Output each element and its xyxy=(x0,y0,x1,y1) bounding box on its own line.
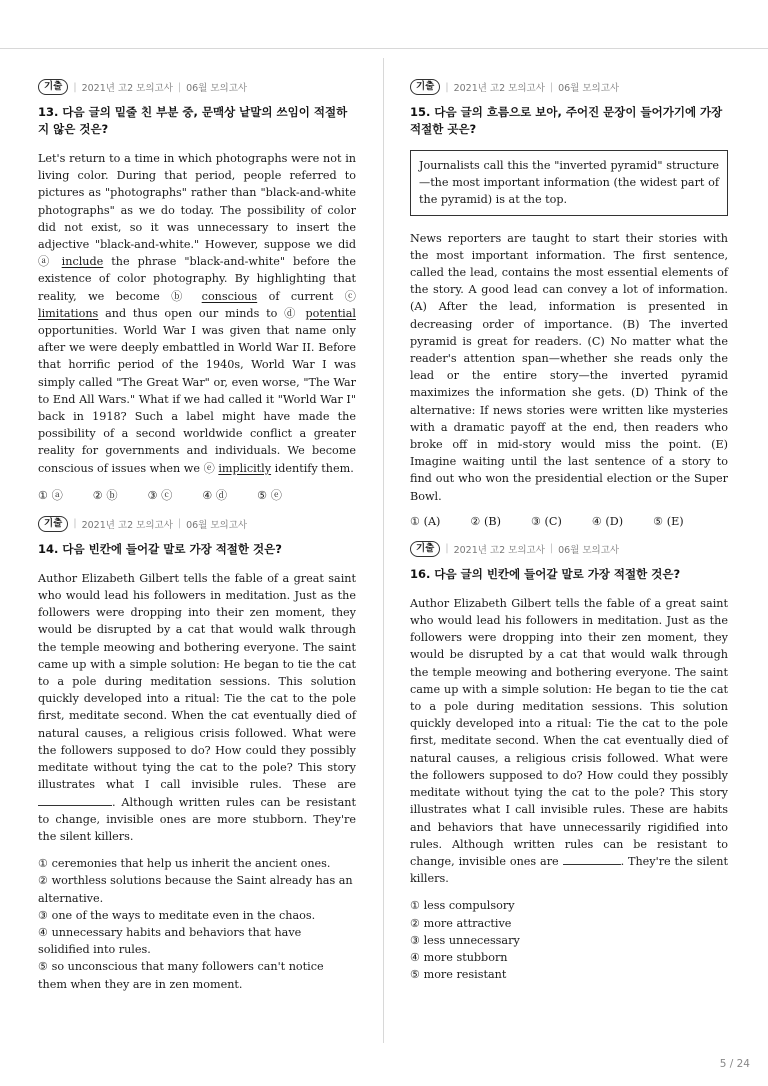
option-4[interactable]: ④ unnecessary habits and behaviors that have solidified into rules. xyxy=(38,925,302,957)
exam-month: 06월 모의고사 xyxy=(186,519,248,531)
option-2[interactable]: ② more attractive xyxy=(410,916,512,930)
option-5[interactable]: ⑤ more resistant xyxy=(410,968,507,982)
underlined-word-c: limitations xyxy=(38,306,99,320)
option-5[interactable]: ⑤ so unconscious that many followers can't notice them when they are in zen moment. xyxy=(38,960,324,991)
question-passage: Author Elizabeth Gilbert tells the fable of a great saint who would lead his followers in meditation. Just as the followers were dropping into their zen moment, they would be disrupted by a cat that would walk through the temple meowing and bothering everyone. The saint came up with a simple solution: He began to tie the cat to a pole during meditation sessions. This solution quickly developed into a ritual: Tie the cat to the pole first, meditate second. When the cat eventually died of natural causes, a religious crisis followed. What were the followers supposed to do? How could they possibly meditate without tying the cat to the pole? This story illustrates what I call invisible rules. These are habits and behaviors that have unnecessarily rigidified into rules. Although written rules can be resistant to change, invisible ones are . They're the silent killers. xyxy=(410,596,728,886)
marker-d: ⓓ xyxy=(284,306,299,320)
question-title: 16. 다음 글의 빈칸에 들어갈 말로 가장 적절한 것은? xyxy=(410,566,681,581)
page-number: 5 / 24 xyxy=(719,1058,750,1070)
underlined-word-a: include xyxy=(61,255,104,269)
question-meta: 기출 | 2021년 고2 모의고사 | 06월 모의고사 xyxy=(410,540,728,558)
option-5[interactable]: ⑤ ⓔ xyxy=(257,488,282,502)
option-3[interactable]: ③ one of the ways to meditate even in the chaos. xyxy=(38,908,316,922)
underlined-word-e: implicitly xyxy=(218,461,272,475)
past-exam-badge: 기출 xyxy=(410,541,440,557)
question-meta: 기출 | 2021년 고2 모의고사 | 06월 모의고사 xyxy=(410,78,728,96)
left-column xyxy=(38,78,356,1005)
exam-month: 06월 모의고사 xyxy=(558,83,620,94)
option-2[interactable]: ② (B) xyxy=(470,514,501,528)
question-passage: Author Elizabeth Gilbert tells the fable of a great saint who would lead his followers in meditation. Just as the followers were dropping into their zen moment, they would be disrupted by a cat that would walk through the temple meowing and bothering everyone. The saint came up with a simple solution: He began to tie the cat to a pole during meditation sessions. This solution quickly developed into a ritual: Tie the cat to the pole first, meditate second. When the cat eventually died of natural causes, a religious crisis followed. What were the followers supposed to do? How could they possibly meditate without tying the cat to the pole? This story illustrates what I call invisible rules. These are . Although written rules can be resistant to change, invisible ones are more stubborn. They're the silent killers. xyxy=(38,571,356,843)
underlined-word-d: potential xyxy=(305,306,356,320)
header-rule xyxy=(0,48,768,49)
exam-month: 06월 모의고사 xyxy=(186,83,248,94)
right-column xyxy=(410,78,728,995)
question-meta: 기출 | 2021년 고2 모의고사 | 06월 모의고사 xyxy=(38,78,356,96)
marker-e: ⓔ xyxy=(203,461,215,475)
option-1[interactable]: ① (A) xyxy=(410,514,441,528)
marker-a: ⓐ xyxy=(38,255,54,269)
past-exam-badge: 기출 xyxy=(38,79,68,95)
option-5[interactable]: ⑤ (E) xyxy=(653,514,684,528)
option-3[interactable]: ③ less unnecessary xyxy=(410,933,520,947)
given-sentence-box: Journalists call this the "inverted pyramid" structure —the most important information (the widest part of the pyramid) is at the top. xyxy=(410,150,728,216)
exam-year: 2021년 고2 모의고사 xyxy=(453,83,545,94)
question-15 xyxy=(410,78,728,528)
option-4[interactable]: ④ more stubborn xyxy=(410,950,508,964)
past-exam-badge: 기출 xyxy=(38,516,68,532)
underlined-word-b: conscious xyxy=(201,289,258,303)
option-3[interactable]: ③ (C) xyxy=(530,514,562,528)
answer-options xyxy=(38,855,356,993)
exam-year: 2021년 고2 모의고사 xyxy=(453,544,545,556)
column-divider xyxy=(383,58,384,1043)
question-16 xyxy=(410,540,728,983)
answer-options xyxy=(38,487,356,503)
option-2[interactable]: ② worthless solutions because the Saint already has an alternative. xyxy=(38,874,353,905)
exam-month: 06월 모의고사 xyxy=(558,544,620,556)
question-title: 14. 다음 빈칸에 들어갈 말로 가장 적절한 것은? xyxy=(38,541,282,556)
option-4[interactable]: ④ ⓓ xyxy=(202,488,228,502)
answer-blank xyxy=(563,854,621,865)
exam-year: 2021년 고2 모의고사 xyxy=(81,519,173,531)
option-1[interactable]: ① ceremonies that help us inherit the ancient ones. xyxy=(38,857,331,871)
marker-c: ⓒ xyxy=(344,289,356,303)
question-passage: Let's return to a time in which photographs were not in living color. During that period, people referred to pictures as "photographs" rather than "black-and-white photographs" as we do today. The possibility of color did not exist, so it was unnecessary to insert the adjective "black-and-white." However, suppose we did ⓐ include the phrase "black-and-white" before the existence of color photography. By highlighting that reality, we become ⓑ conscious of current ⓒ limitations and thus open our minds to ⓓ potential opportunities. World War I was given that name only after we were deeply embattled in World War II. Before that horrific period of the 1940s, World War I was simply called "The Great War" or, even worse, "The War to End All Wars." What if we had called it "World War I" back in 1918? Such a label might have made the possibility of a second worldwide conflict a greater reality for governments and individuals. We become conscious of issues when we ⓔ implicitly identify them. xyxy=(38,152,356,475)
question-14 xyxy=(38,515,356,993)
answer-options xyxy=(410,897,728,983)
exam-year: 2021년 고2 모의고사 xyxy=(81,83,173,94)
marker-b: ⓑ xyxy=(171,289,191,303)
question-title: 15. 다음 글의 흐름으로 보아, 주어진 문장이 들어가기에 가장 적절한 곳은? xyxy=(410,105,723,136)
option-1[interactable]: ① ⓐ xyxy=(38,488,63,502)
past-exam-badge: 기출 xyxy=(410,79,440,95)
option-3[interactable]: ③ ⓒ xyxy=(147,488,173,502)
question-meta: 기출 | 2021년 고2 모의고사 | 06월 모의고사 xyxy=(38,515,356,533)
option-4[interactable]: ④ (D) xyxy=(591,514,624,528)
question-title: 13. 다음 글의 밑줄 친 부분 중, 문맥상 낱말의 쓰임이 적절하지 않은 것은? xyxy=(38,105,348,136)
option-2[interactable]: ② ⓑ xyxy=(92,488,118,502)
question-passage: News reporters are taught to start their stories with the most important information. The first sentence, called the lead, contains the most essential elements of the story. A good lead can convey a lot of information. (A) After the lead, information is presented in decreasing order of importance. (B) The inverted pyramid is great for readers. (C) No matter what the reader's attention span—whether she reads only the lead or the entire story—the inverted pyramid maximizes the information she gets. (D) Think of the alternative: If news stories were written like mysteries with a dramatic payoff at the end, then readers who broke off in mid-story would miss the point. (E) Imagine waiting until the last sentence of a story to find out who won the presidential election or the Super Bowl. xyxy=(410,231,728,503)
question-13 xyxy=(38,78,356,503)
option-1[interactable]: ① less compulsory xyxy=(410,899,515,913)
answer-blank xyxy=(38,795,112,806)
answer-options xyxy=(410,515,728,528)
